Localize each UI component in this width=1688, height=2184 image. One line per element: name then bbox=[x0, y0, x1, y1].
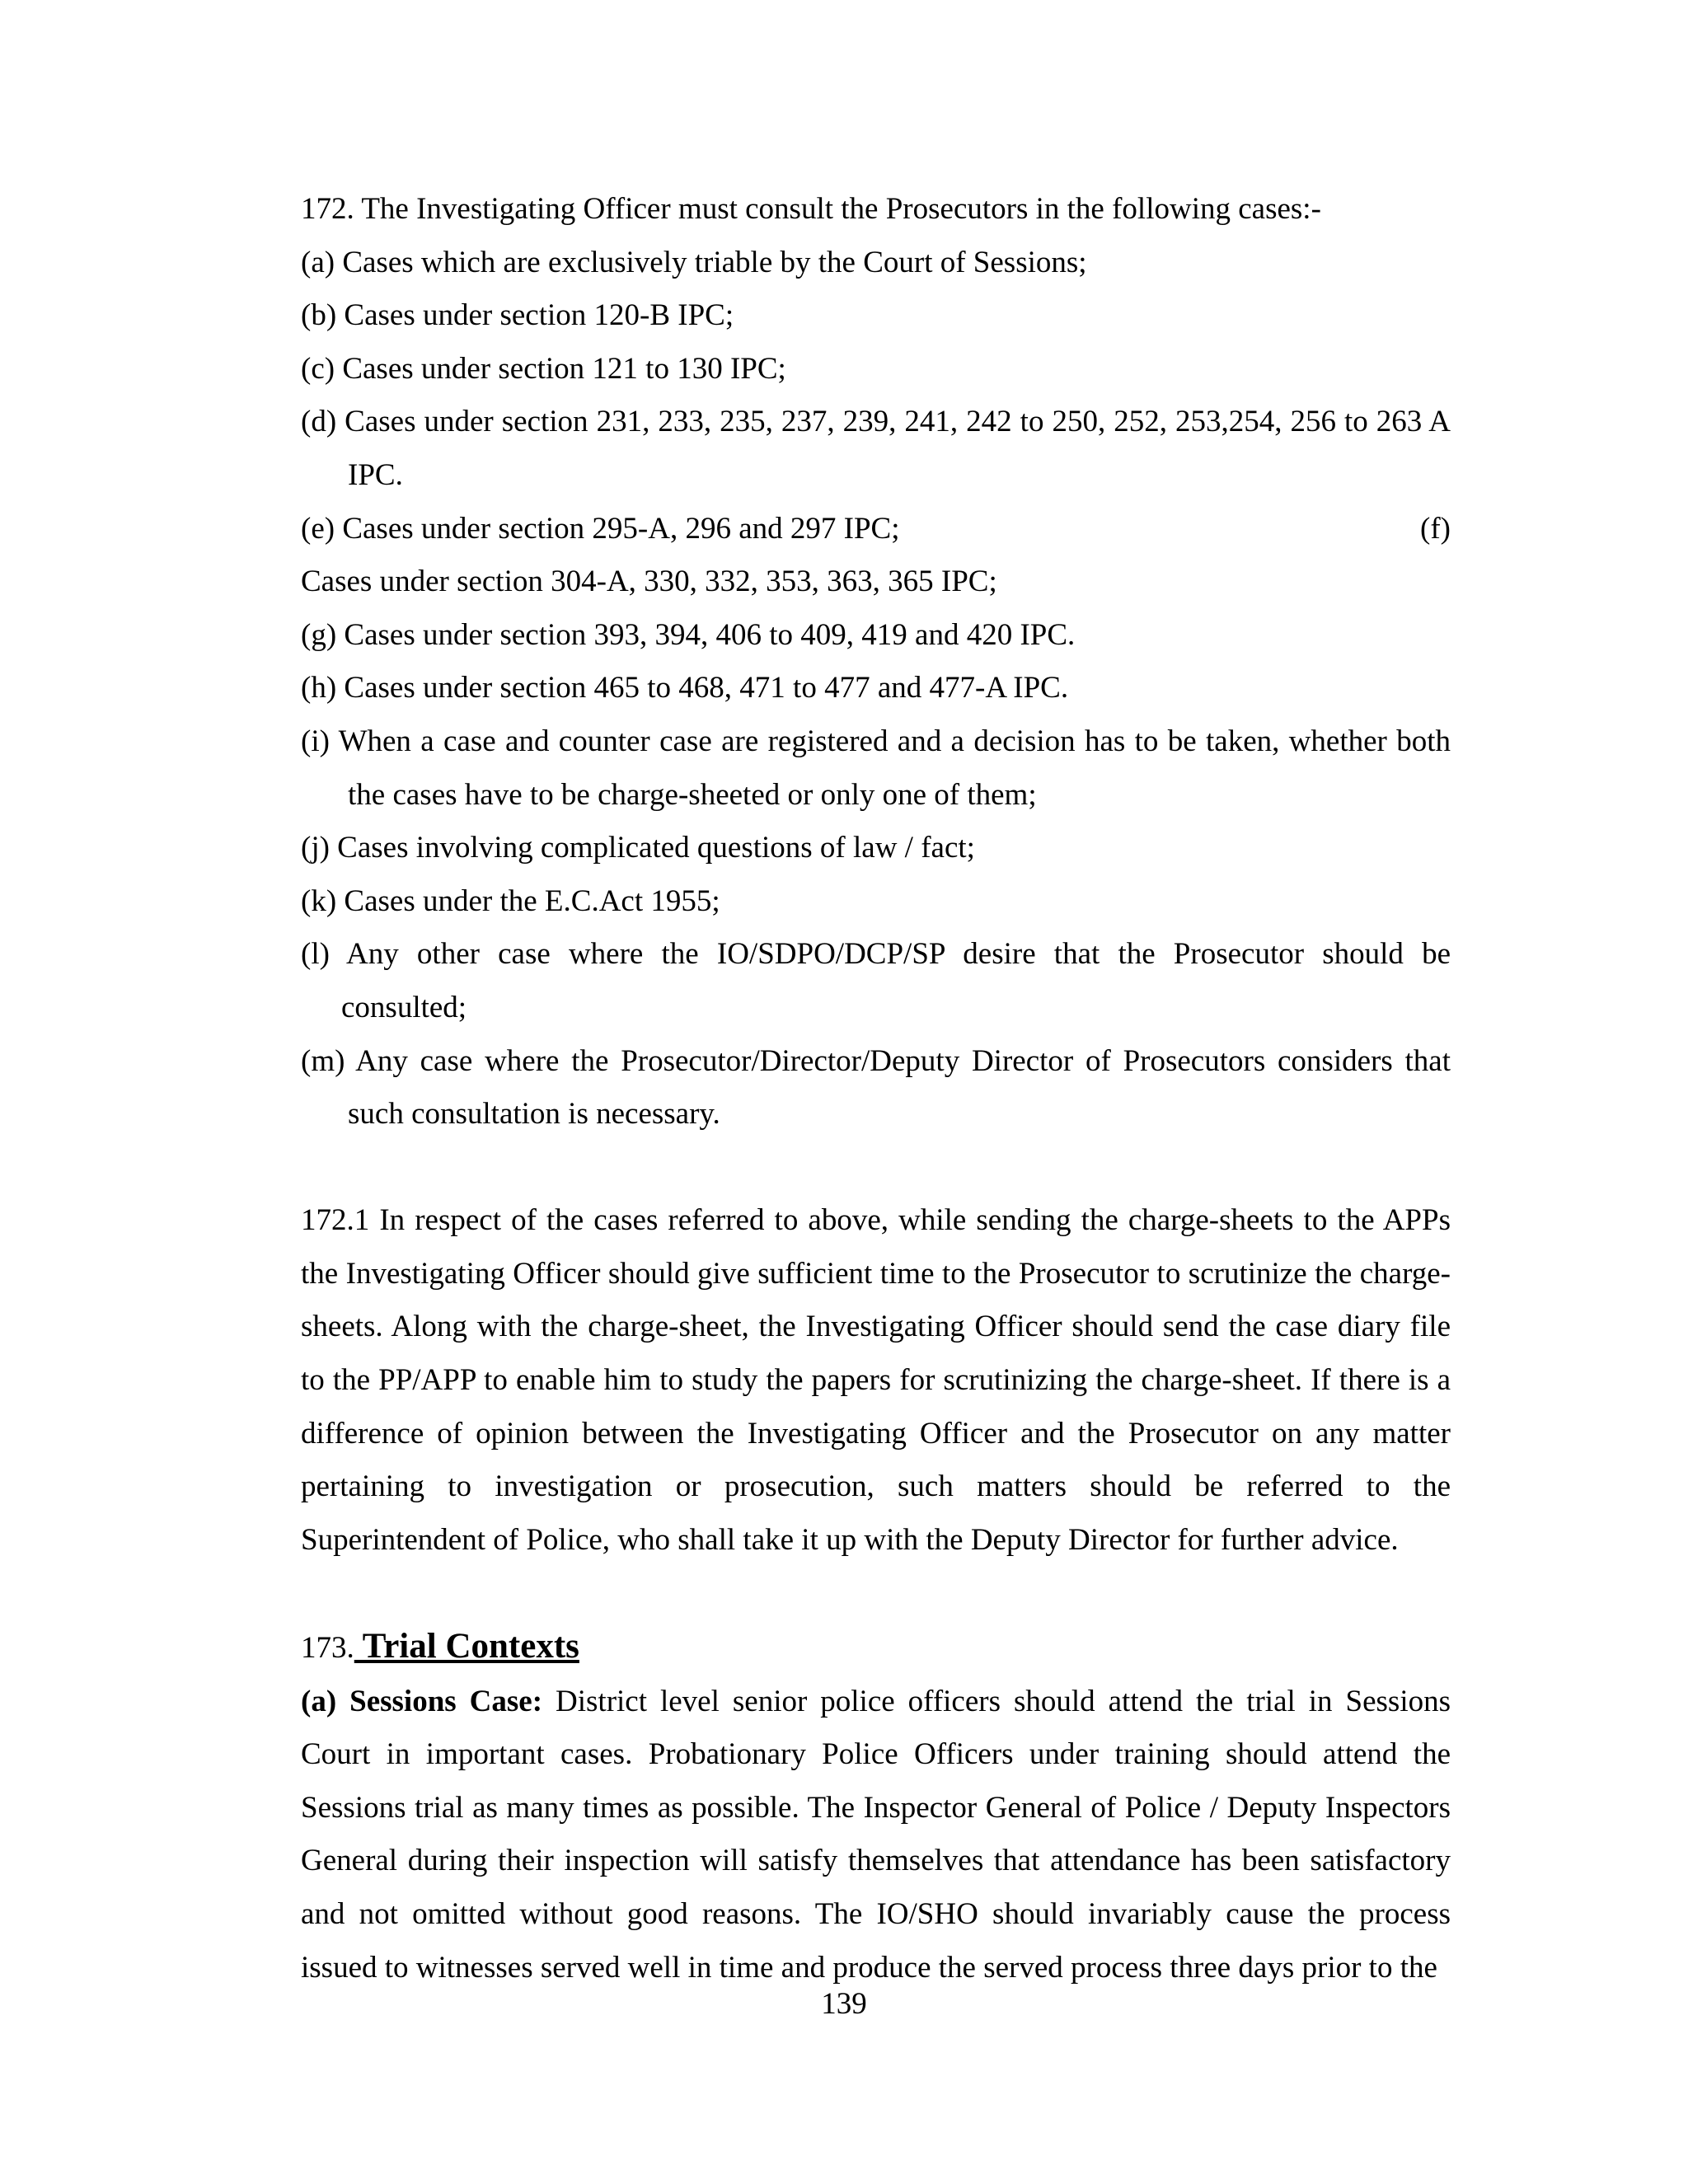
list-item-c: (c) Cases under section 121 to 130 IPC; bbox=[301, 351, 786, 386]
list-item-h: (h) Cases under section 465 to 468, 471 to 477 and 477-A IPC. bbox=[301, 671, 1069, 705]
list-item-m-line1: (m) Any case where the Prosecutor/Director/Deputy Director of Prosecutors considers that bbox=[301, 1043, 1451, 1078]
section-173-a-paragraph bbox=[301, 1675, 1451, 1995]
list-item-f-marker: (f) bbox=[1420, 511, 1451, 546]
sessions-case-text: District level senior police officers should attend the trial in Sessions Court in important cases. Probationary Police Officers under training should attend the Sessions trial as many times as possible. The Inspector General of Police / Deputy Inspectors General during their inspection will satisfy themselves that attendance has been satisfactory and not omitted without good reasons. The IO/SHO should invariably cause the process issued to witnesses served well in time and produce the served process three days prior to the bbox=[301, 1684, 1451, 1985]
list-item-e-row bbox=[301, 503, 1451, 556]
list-item-b: (b) Cases under section 120-B IPC; bbox=[301, 298, 734, 333]
list-item-i-line2: the cases have to be charge-sheeted or only one of them; bbox=[348, 777, 1037, 812]
section-172-intro: 172. The Investigating Officer must consult the Prosecutors in the following cases:- bbox=[301, 192, 1321, 226]
section-173-title: Trial Contexts bbox=[354, 1627, 579, 1666]
list-item-k: (k) Cases under the E.C.Act 1955; bbox=[301, 883, 720, 918]
document-page bbox=[301, 183, 1451, 1994]
list-item-g: (g) Cases under section 393, 394, 406 to 409, 419 and 420 IPC. bbox=[301, 617, 1076, 652]
list-item-d-line1: (d) Cases under section 231, 233, 235, 237, 239, 241, 242 to 250, 252, 253,254, 256 to 263 A bbox=[301, 405, 1451, 439]
list-item-f: Cases under section 304-A, 330, 332, 353, 363, 365 IPC; bbox=[301, 565, 997, 599]
section-173-heading bbox=[301, 1620, 1451, 1675]
list-item-j: (j) Cases involving complicated questions of law / fact; bbox=[301, 831, 975, 865]
list-item-e: (e) Cases under section 295-A, 296 and 297 IPC; bbox=[301, 511, 900, 546]
page-number: 139 bbox=[821, 1987, 867, 2021]
list-item-l-line2: consulted; bbox=[341, 990, 467, 1024]
list-item-i-line1: (i) When a case and counter case are registered and a decision has to be taken, whether both bbox=[301, 724, 1451, 758]
list-item-d-line2: IPC. bbox=[348, 457, 403, 492]
section-173-number: 173. bbox=[301, 1631, 354, 1666]
section-172-1-paragraph: 172.1 In respect of the cases referred to above, while sending the charge-sheets to the APPs the Investigating Officer should give sufficient time to the Prosecutor to scrutinize the charge-sheets. Along with the charge-sheet, the Investigating Officer should send the case diary file to the PP/APP to enable him to study the papers for scrutinizing the charge-sheet. If there is a difference of opinion between the Investigating Officer and the Prosecutor on any matter pertaining to investigation or prosecution, such matters should be referred to the Superintendent of Police, who shall take it up with the Deputy Director for further advice. bbox=[301, 1203, 1451, 1557]
list-item-a: (a) Cases which are exclusively triable by the Court of Sessions; bbox=[301, 245, 1087, 279]
list-item-m-line2: such consultation is necessary. bbox=[348, 1097, 720, 1132]
list-item-l-line1: (l) Any other case where the IO/SDPO/DCP/SP desire that the Prosecutor should be bbox=[301, 937, 1451, 972]
sessions-case-label: (a) Sessions Case: bbox=[301, 1684, 543, 1718]
